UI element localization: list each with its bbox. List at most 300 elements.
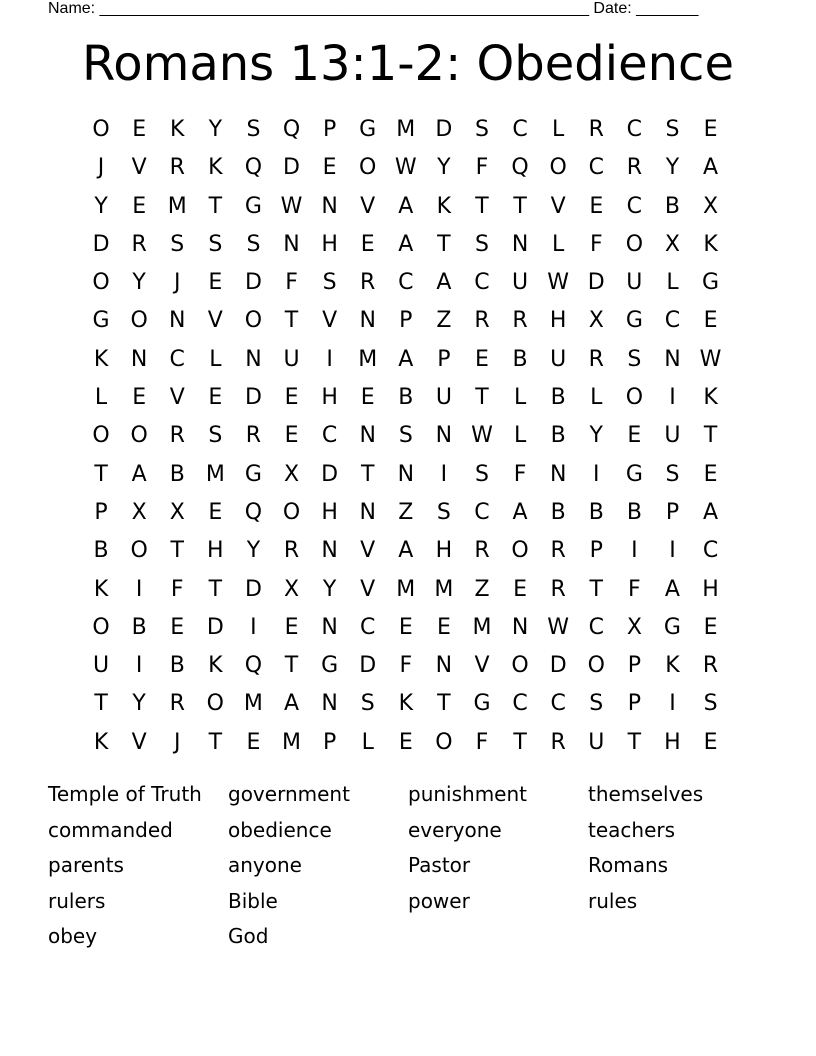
grid-letter: G <box>473 691 491 717</box>
grid-letter: N <box>321 538 338 564</box>
grid-letter: A <box>512 499 528 525</box>
grid-letter: G <box>625 461 643 487</box>
grid-letter: Q <box>244 653 263 679</box>
grid-letter: C <box>588 614 604 640</box>
grid-letter: E <box>398 614 413 640</box>
grid-letter: B <box>550 385 566 411</box>
grid-letter: O <box>206 691 224 717</box>
grid-letter: M <box>396 576 416 602</box>
grid-letter: J <box>173 729 181 755</box>
grid-letter: E <box>589 193 604 219</box>
grid-letter: P <box>437 346 451 372</box>
grid-letter: R <box>360 270 376 296</box>
word-bank-item: rulers <box>48 888 106 913</box>
grid-letter: I <box>135 576 143 602</box>
grid-letter: V <box>360 538 376 564</box>
grid-letter: X <box>703 193 719 219</box>
grid-letter: Q <box>244 155 263 181</box>
grid-letter: V <box>550 193 566 219</box>
grid-letter: T <box>437 691 451 717</box>
grid-letter: K <box>398 691 414 717</box>
grid-letter: C <box>321 423 338 449</box>
grid-letter: E <box>284 385 299 411</box>
grid-letter: E <box>703 729 718 755</box>
grid-letter: V <box>360 576 376 602</box>
grid-letter: N <box>359 423 376 449</box>
grid-letter: O <box>625 231 644 257</box>
letter-grid <box>82 111 730 762</box>
page-title: Romans 13:1-2: Obedience <box>82 36 734 92</box>
grid-letter: H <box>207 538 224 564</box>
grid-letter: T <box>437 231 451 257</box>
grid-letter: V <box>360 193 376 219</box>
grid-row <box>82 609 730 647</box>
grid-letter: N <box>130 346 148 372</box>
grid-letter: T <box>170 538 184 564</box>
grid-row <box>82 571 730 609</box>
word-bank-item: Romans <box>588 853 669 877</box>
word-bank-item: parents <box>48 853 124 877</box>
grid-letter: P <box>94 499 108 525</box>
grid-letter: C <box>169 346 185 372</box>
grid-letter: Z <box>474 576 490 602</box>
grid-letter: S <box>208 423 223 449</box>
grid-letter: C <box>626 117 643 142</box>
grid-letter: G <box>625 308 643 334</box>
grid-letter: K <box>170 117 185 142</box>
grid-letter: S <box>475 117 489 142</box>
grid-letter: U <box>283 346 300 372</box>
grid-letter: W <box>280 193 303 219</box>
grid-letter: S <box>208 231 223 257</box>
grid-letter: R <box>512 308 528 334</box>
grid-letter: G <box>663 614 681 640</box>
grid-letter: D <box>92 231 110 257</box>
grid-letter: R <box>550 729 566 755</box>
grid-letter: E <box>284 614 299 640</box>
grid-letter: B <box>550 423 566 449</box>
grid-letter: J <box>173 270 181 296</box>
grid-letter: V <box>131 729 147 755</box>
grid-letter: N <box>359 308 376 334</box>
grid-letter: V <box>169 385 185 411</box>
grid-letter: S <box>665 117 680 142</box>
grid-letter: E <box>132 117 147 142</box>
grid-letter: C <box>474 270 490 296</box>
grid-letter: S <box>589 691 604 717</box>
grid-letter: I <box>669 385 676 411</box>
grid-letter: H <box>435 538 453 564</box>
grid-letter: Y <box>94 193 108 219</box>
grid-letter: Y <box>589 423 603 449</box>
grid-letter: X <box>626 614 642 640</box>
grid-letter: X <box>169 499 185 525</box>
grid-letter: Q <box>282 117 301 142</box>
grid-letter: E <box>246 729 261 755</box>
grid-letter: E <box>360 385 375 411</box>
grid-letter: G <box>244 193 262 219</box>
grid-letter: A <box>398 193 414 219</box>
grid-letter: I <box>326 346 333 372</box>
grid-letter: K <box>703 231 718 257</box>
word-bank-item: Bible <box>228 888 278 913</box>
grid-letter: R <box>550 576 566 602</box>
grid-letter: E <box>703 614 718 640</box>
grid-letter: T <box>475 385 489 411</box>
grid-letter: S <box>398 423 413 449</box>
grid-letter: A <box>703 155 719 181</box>
grid-letter: W <box>699 346 722 372</box>
grid-letter: D <box>359 653 377 679</box>
grid-letter: G <box>359 117 377 142</box>
grid-letter: O <box>511 538 529 564</box>
grid-letter: N <box>169 308 186 334</box>
grid-letter: O <box>359 155 377 181</box>
grid-letter: B <box>169 461 185 487</box>
grid-letter: R <box>245 423 262 449</box>
grid-letter: H <box>321 499 338 525</box>
word-bank-item: power <box>408 888 470 913</box>
grid-letter: T <box>513 193 527 219</box>
grid-letter: A <box>703 499 719 525</box>
grid-letter: A <box>283 691 300 717</box>
grid-letter: D <box>206 614 224 640</box>
grid-letter: X <box>588 308 604 334</box>
grid-letter: D <box>587 270 605 296</box>
grid-letter: D <box>244 385 262 411</box>
grid-letter: W <box>471 423 493 449</box>
grid-letter: E <box>208 385 223 411</box>
grid-letter: O <box>130 538 148 564</box>
grid-letter: P <box>322 729 337 755</box>
grid-letter: T <box>208 576 223 602</box>
grid-letter: E <box>398 729 413 755</box>
grid-letter: S <box>436 499 451 525</box>
grid-letter: N <box>549 461 567 487</box>
grid-letter: I <box>250 614 257 640</box>
grid-letter: Q <box>511 155 529 181</box>
grid-letter: K <box>93 346 109 372</box>
grid-row <box>82 111 730 149</box>
grid-letter: S <box>170 231 185 257</box>
grid-letter: S <box>475 461 489 487</box>
grid-letter: B <box>588 499 604 525</box>
grid-letter: G <box>92 308 110 334</box>
grid-letter: F <box>513 461 527 487</box>
grid-letter: C <box>626 193 643 219</box>
grid-letter: L <box>513 385 527 411</box>
grid-letter: W <box>547 614 570 640</box>
grid-letter: S <box>322 270 337 296</box>
grid-letter: S <box>246 117 261 142</box>
grid-letter: K <box>93 576 109 602</box>
grid-letter: D <box>244 576 262 602</box>
grid-letter: O <box>435 729 453 755</box>
grid-letter: D <box>549 653 567 679</box>
word-bank-item: Temple of Truth <box>48 782 202 806</box>
grid-letter: H <box>321 385 338 411</box>
grid-letter: S <box>360 691 375 717</box>
grid-letter: O <box>92 270 110 296</box>
grid-row <box>82 379 730 417</box>
grid-letter: C <box>360 614 376 640</box>
word-bank-item: anyone <box>228 853 302 877</box>
grid-letter: F <box>475 155 489 181</box>
grid-letter: K <box>665 653 680 679</box>
grid-letter: T <box>284 653 299 679</box>
grid-letter: R <box>283 538 300 564</box>
grid-letter: J <box>97 155 105 181</box>
grid-letter: N <box>321 193 338 219</box>
word-bank-item: rules <box>588 888 638 913</box>
grid-row <box>82 647 730 685</box>
grid-letter: I <box>669 691 676 717</box>
grid-letter: E <box>132 385 147 411</box>
grid-letter: Z <box>398 499 414 525</box>
grid-letter: O <box>130 423 148 449</box>
grid-letter: M <box>282 729 301 755</box>
grid-letter: F <box>628 576 641 602</box>
grid-letter: Y <box>132 691 146 717</box>
grid-letter: V <box>474 653 490 679</box>
grid-row <box>82 226 730 264</box>
grid-letter: F <box>475 729 489 755</box>
grid-letter: B <box>169 653 185 679</box>
grid-letter: C <box>512 117 528 142</box>
word-bank-item: teachers <box>588 817 676 842</box>
grid-letter: T <box>513 729 527 755</box>
grid-letter: M <box>205 461 225 487</box>
grid-row <box>82 302 730 340</box>
grid-letter: A <box>436 270 452 296</box>
grid-letter: O <box>511 653 529 679</box>
grid-letter: K <box>208 155 223 181</box>
grid-letter: F <box>589 231 603 257</box>
word-bank-item: everyone <box>408 817 502 842</box>
grid-letter: E <box>208 499 223 525</box>
grid-letter: R <box>474 308 490 334</box>
grid-letter: U <box>435 385 452 411</box>
grid-letter: R <box>474 538 490 564</box>
grid-letter: F <box>399 653 413 679</box>
grid-letter: I <box>440 461 448 487</box>
grid-letter: W <box>394 155 417 181</box>
grid-letter: Y <box>322 576 337 602</box>
grid-row <box>82 494 730 532</box>
grid-letter: F <box>170 576 184 602</box>
grid-letter: E <box>284 423 299 449</box>
grid-letter: K <box>93 729 109 755</box>
grid-letter: C <box>474 499 490 525</box>
grid-letter: E <box>703 117 718 142</box>
grid-letter: E <box>703 461 718 487</box>
grid-letter: K <box>208 653 223 679</box>
grid-letter: U <box>550 346 567 372</box>
word-bank-item: commanded <box>48 817 173 842</box>
grid-row <box>82 341 730 379</box>
grid-letter: A <box>131 461 147 487</box>
grid-letter: N <box>283 231 300 257</box>
grid-letter: H <box>321 231 338 257</box>
grid-letter: Z <box>436 308 452 334</box>
grid-letter: F <box>285 270 298 296</box>
grid-letter: V <box>207 308 223 334</box>
grid-letter: M <box>434 576 454 602</box>
grid-letter: L <box>361 729 374 755</box>
grid-letter: N <box>511 231 529 257</box>
grid-letter: R <box>550 538 566 564</box>
grid-letter: D <box>321 461 339 487</box>
grid-letter: H <box>664 729 681 755</box>
grid-letter: G <box>702 270 720 296</box>
grid-letter: Q <box>244 499 263 525</box>
grid-letter: T <box>208 729 223 755</box>
grid-row <box>82 264 730 302</box>
grid-letter: T <box>703 423 718 449</box>
grid-letter: R <box>169 423 185 449</box>
grid-letter: N <box>664 346 681 372</box>
grid-letter: U <box>588 729 605 755</box>
grid-letter: O <box>244 308 263 334</box>
grid-letter: S <box>246 231 261 257</box>
grid-row <box>82 456 730 494</box>
grid-letter: I <box>631 538 638 564</box>
grid-letter: B <box>664 193 680 219</box>
grid-letter: X <box>664 231 680 257</box>
grid-letter: B <box>93 538 109 564</box>
grid-letter: B <box>550 499 566 525</box>
grid-letter: E <box>208 270 223 296</box>
grid-letter: R <box>588 117 604 142</box>
grid-letter: N <box>321 691 338 717</box>
grid-letter: T <box>284 308 299 334</box>
grid-row <box>82 532 730 570</box>
grid-letter: D <box>244 270 262 296</box>
grid-letter: O <box>92 117 110 142</box>
grid-letter: B <box>626 499 642 525</box>
grid-letter: V <box>131 155 147 181</box>
grid-letter: N <box>435 653 453 679</box>
grid-letter: D <box>283 155 300 181</box>
grid-letter: T <box>208 193 223 219</box>
grid-letter: Y <box>132 270 146 296</box>
grid-letter: E <box>322 155 337 181</box>
grid-letter: A <box>398 346 414 372</box>
word-bank-item: punishment <box>408 782 528 806</box>
word-bank-item: God <box>228 924 269 948</box>
grid-letter: P <box>627 653 641 679</box>
grid-letter: E <box>627 423 642 449</box>
grid-letter: B <box>398 385 414 411</box>
grid-letter: U <box>512 270 529 296</box>
grid-letter: L <box>209 346 222 372</box>
grid-letter: X <box>131 499 147 525</box>
grid-letter: R <box>588 346 604 372</box>
grid-letter: L <box>552 117 565 142</box>
grid-letter: E <box>132 193 147 219</box>
grid-letter: L <box>590 385 603 411</box>
grid-row <box>82 188 730 226</box>
grid-letter: Y <box>208 117 223 142</box>
grid-letter: S <box>627 346 642 372</box>
grid-letter: H <box>702 576 719 602</box>
name-date-line: Name: _______________________________________________________ Date: _______ <box>48 0 699 17</box>
grid-letter: N <box>511 614 529 640</box>
grid-row <box>82 724 730 762</box>
grid-letter: T <box>94 691 108 717</box>
grid-letter: S <box>665 461 680 487</box>
grid-letter: S <box>475 231 489 257</box>
grid-letter: R <box>131 231 147 257</box>
grid-letter: G <box>321 653 339 679</box>
grid-letter: T <box>475 193 489 219</box>
word-bank-item: Pastor <box>408 853 471 877</box>
grid-letter: B <box>131 614 147 640</box>
grid-letter: A <box>398 538 414 564</box>
grid-letter: U <box>92 653 110 679</box>
grid-letter: E <box>475 346 489 372</box>
grid-letter: K <box>436 193 452 219</box>
grid-letter: L <box>94 385 108 411</box>
word-bank <box>48 777 768 955</box>
grid-letter: O <box>92 614 110 640</box>
grid-letter: H <box>549 308 567 334</box>
grid-letter: O <box>549 155 567 181</box>
grid-letter: O <box>282 499 301 525</box>
grid-letter: A <box>398 231 414 257</box>
grid-letter: T <box>360 461 375 487</box>
grid-letter: X <box>283 461 300 487</box>
grid-letter: A <box>664 576 680 602</box>
grid-letter: U <box>664 423 681 449</box>
grid-letter: O <box>92 423 110 449</box>
grid-letter: C <box>702 538 719 564</box>
grid-letter: B <box>512 346 528 372</box>
grid-letter: C <box>512 691 528 717</box>
grid-letter: M <box>358 346 378 372</box>
grid-letter: R <box>169 691 185 717</box>
grid-letter: M <box>243 691 263 717</box>
grid-letter: E <box>360 231 375 257</box>
grid-letter: L <box>513 423 527 449</box>
grid-letter: P <box>322 117 337 142</box>
grid-letter: K <box>703 385 718 411</box>
grid-letter: N <box>435 423 453 449</box>
grid-row <box>82 417 730 455</box>
grid-letter: R <box>169 155 185 181</box>
grid-letter: E <box>170 614 185 640</box>
grid-letter: N <box>359 499 376 525</box>
grid-letter: R <box>626 155 642 181</box>
grid-letter: E <box>703 308 718 334</box>
grid-letter: R <box>702 653 719 679</box>
grid-letter: P <box>627 691 641 717</box>
grid-letter: O <box>587 653 605 679</box>
grid-letter: U <box>626 270 643 296</box>
grid-letter: T <box>627 729 642 755</box>
grid-letter: C <box>550 691 566 717</box>
grid-letter: E <box>513 576 528 602</box>
grid-letter: T <box>589 576 603 602</box>
grid-letter: P <box>665 499 680 525</box>
grid-letter: E <box>436 614 451 640</box>
grid-letter: P <box>399 308 413 334</box>
word-bank-item: government <box>228 782 350 806</box>
grid-letter: G <box>244 461 262 487</box>
grid-letter: I <box>593 461 600 487</box>
grid-letter: Y <box>437 155 451 181</box>
grid-letter: W <box>547 270 570 296</box>
